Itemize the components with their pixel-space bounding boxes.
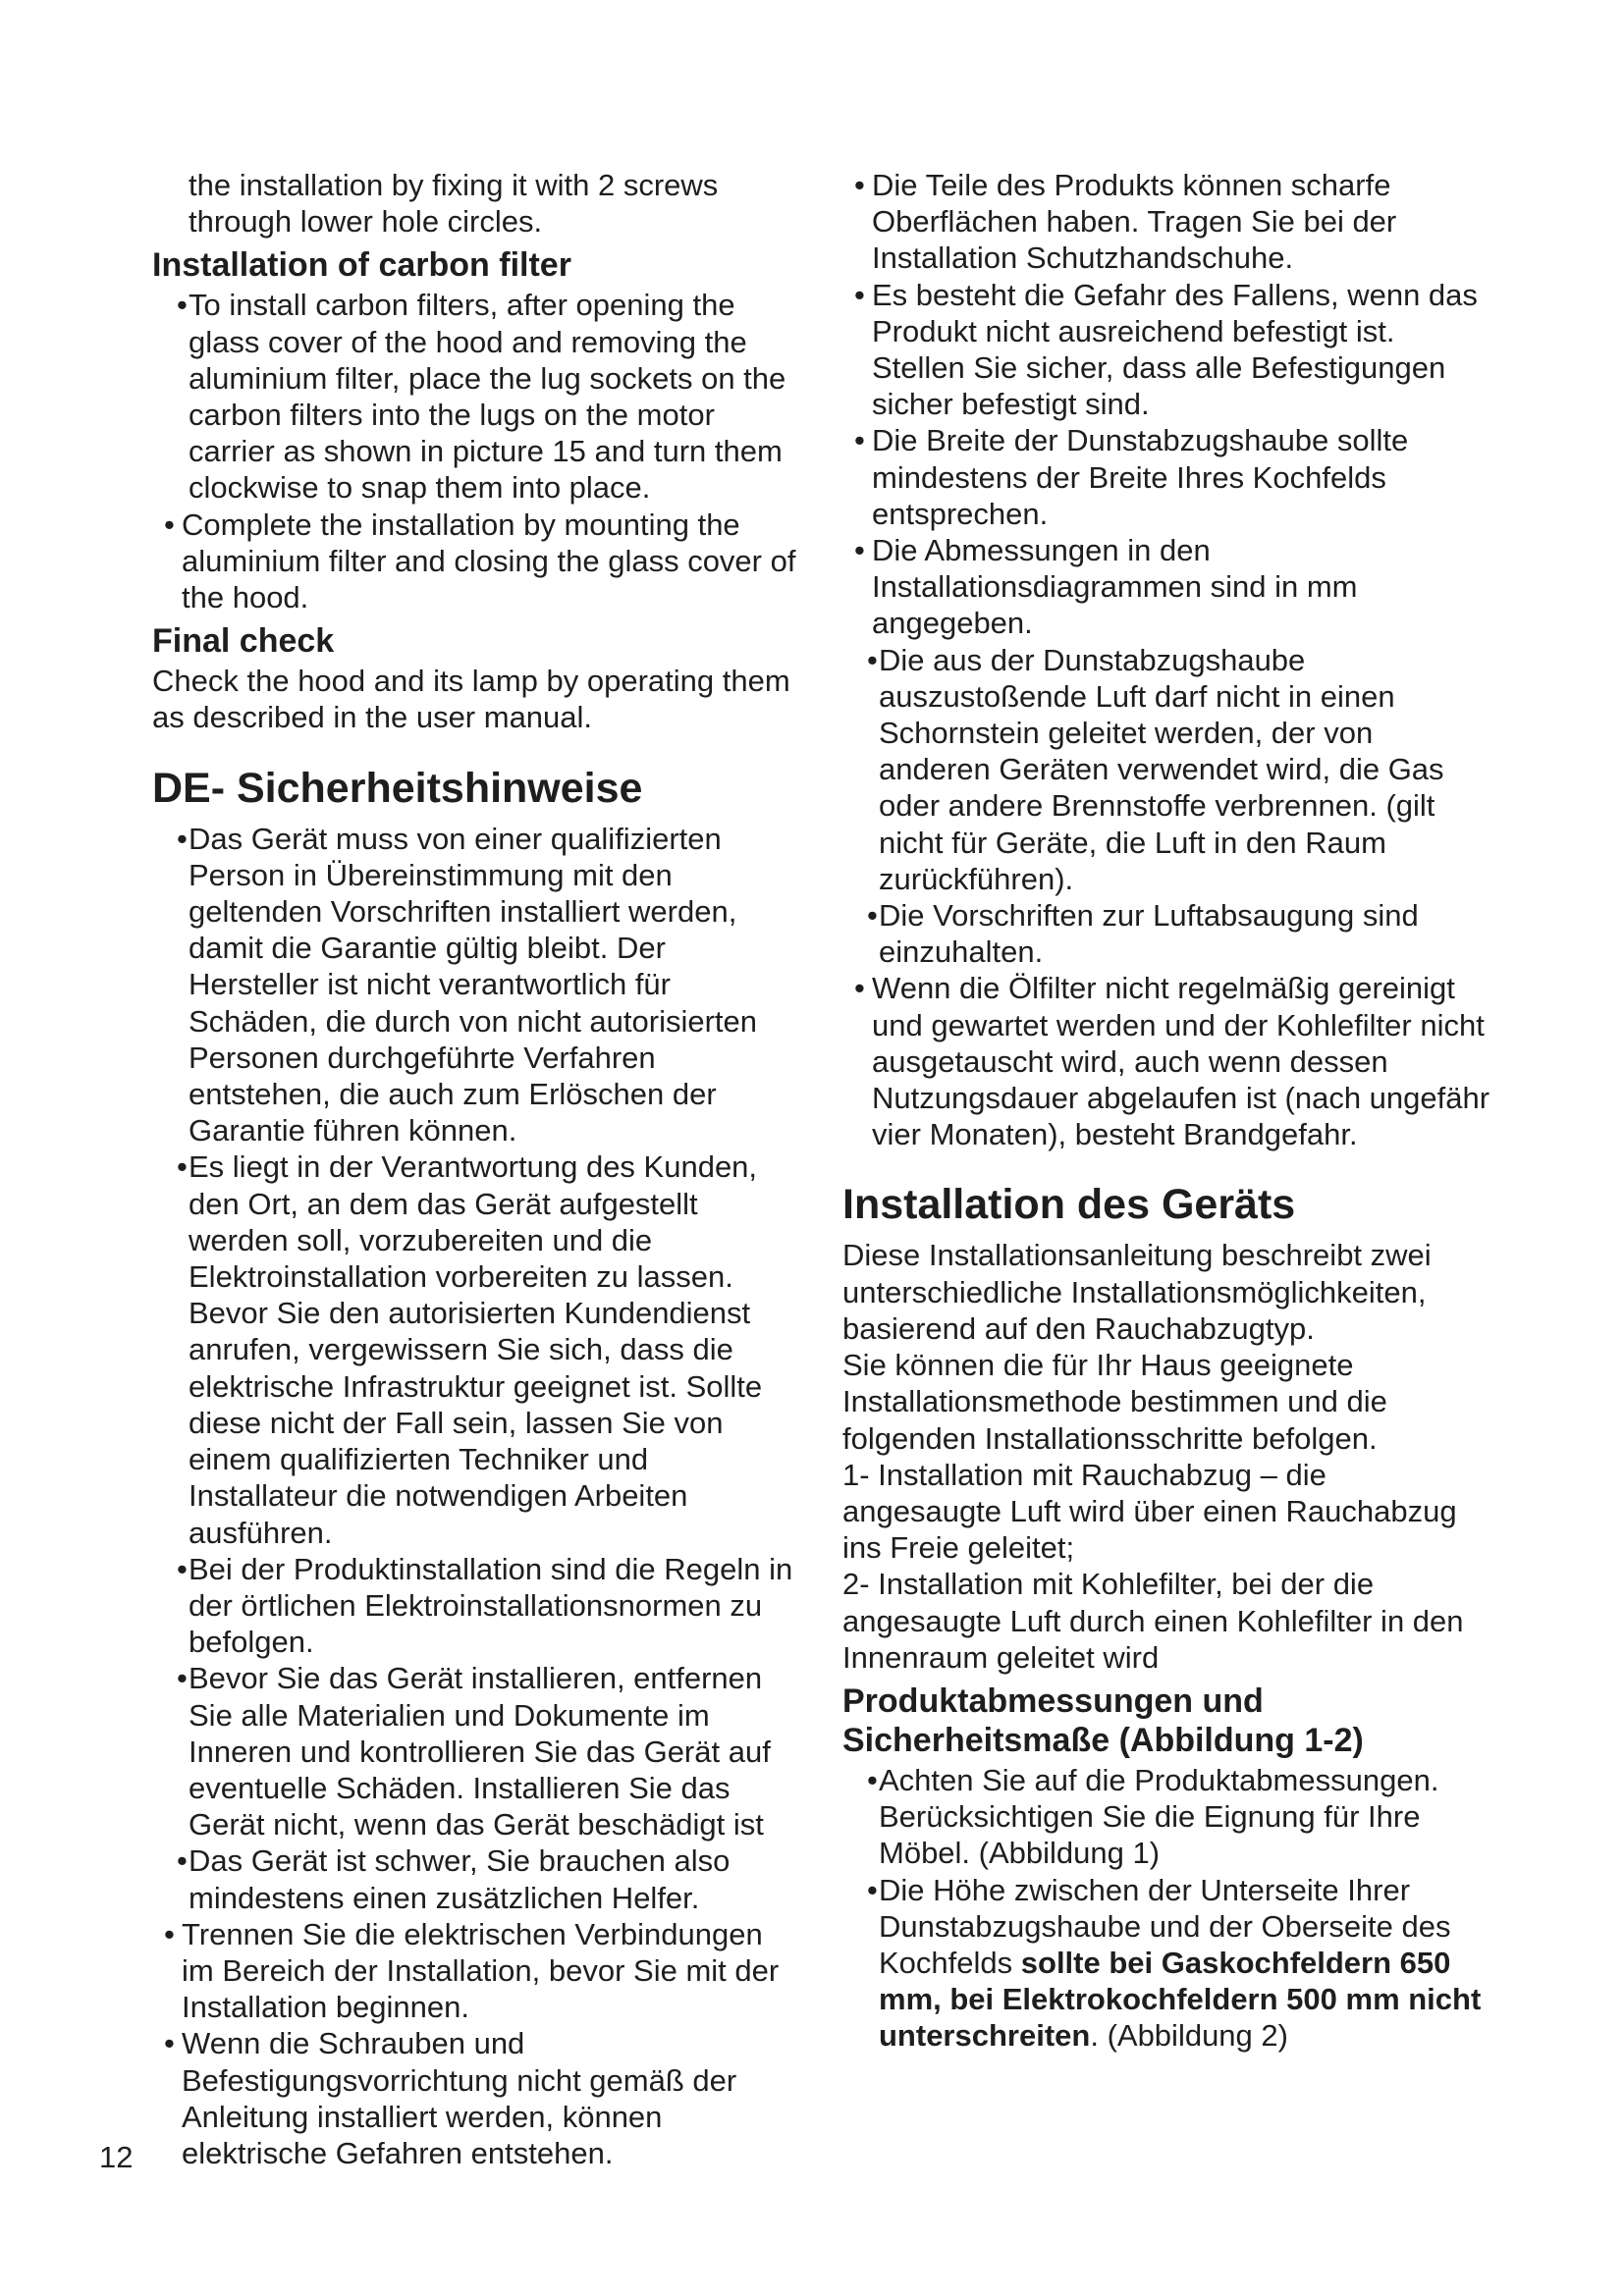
- dims-bold-text: sollte bei Gaskochfeldern 650 mm, bei Elektrokochfeldern 500 mm nicht unterschreiten: [879, 1945, 1482, 2054]
- list-item: • Die aus der Dunstabzugshaube auszustoßende Luft darf nicht in einen Schornstein geleitet werden, der von anderen Geräten verwendet wird, die Gas oder andere Brennstoffe verbrennen. (gilt nicht für Geräte, die Luft in den Raum zurückführen).: [842, 642, 1490, 897]
- installation-paragraph: Sie können die für Ihr Haus geeignete Installationsmethode bestimmen und die folgenden Installationsschritte befolgen.: [842, 1348, 1387, 1456]
- continuation-text: the installation by fixing it with 2 screws through lower hole circles.: [189, 168, 719, 240]
- safety-list-continued: [842, 167, 1490, 1152]
- carbon-filter-heading: Installation of carbon filter: [152, 246, 571, 285]
- final-check-heading: Final check: [152, 622, 335, 661]
- list-item: • Das Gerät ist schwer, Sie brauchen also mindestens einen zusätzlichen Helfer.: [152, 1842, 800, 1915]
- list-item: • Es liegt in der Verantwortung des Kunden, den Ort, an dem das Gerät aufgestellt werden soll, vorzubereiten und die Elektroinstallation vorbereiten zu lassen. Bevor Sie den autorisierten Kundendienst anrufen, vergewissern Sie sich, dass die elektrische Infrastruktur geeignet ist. Sollte diese nicht der Fall sein, lassen Sie von einem qualifizierten Techniker und Installateur die notwendigen Arbeiten ausführen.: [152, 1148, 800, 1550]
- dimensions-heading: Produktabmessungen und Sicherheitsmaße (Abbildung 1-2): [842, 1682, 1364, 1759]
- installation-paragraph: 2- Installation mit Kohlefilter, bei der die angesaugte Luft durch einen Kohlefilter in den Innenraum geleitet wird: [842, 1567, 1464, 1675]
- page-number: 12: [99, 2140, 134, 2174]
- final-check-text: Check the hood and its lamp by operating them as described in the user manual.: [152, 664, 790, 735]
- left-column: [152, 167, 800, 2171]
- list-item: • Bevor Sie das Gerät installieren, entfernen Sie alle Materialien und Dokumente im Inneren und kontrollieren Sie das Gerät auf eventuelle Schäden. Installieren Sie das Gerät nicht, wenn das Gerät beschädigt ist: [152, 1660, 800, 1842]
- list-item: • To install carbon filters, after opening the glass cover of the hood and removing the aluminium filter, place the lug sockets on the carbon filters into the lugs on the motor carrier as shown in picture 15 and turn them clockwise to snap them into place.: [152, 287, 800, 506]
- de-safety-list: [152, 821, 800, 2172]
- list-item: • Das Gerät muss von einer qualifizierten Person in Übereinstimmung mit den geltenden Vorschriften installiert werden, damit die Garantie gültig bleibt. Der Hersteller ist nicht verantwortlich für Schäden, die durch von nicht autorisierten Personen durchgeführte Verfahren entstehen, die auch zum Erlöschen der Garantie führen können.: [152, 821, 800, 1149]
- de-safety-heading: DE- Sicherheitshinweise: [152, 764, 643, 812]
- list-item: • Complete the installation by mounting the aluminium filter and closing the glass cover of the hood.: [152, 507, 800, 616]
- list-item: • Die Abmessungen in den Installationsdiagrammen sind in mm angegeben.: [842, 532, 1490, 642]
- list-item: • Wenn die Schrauben und Befestigungsvorrichtung nicht gemäß der Anleitung installiert werden, können elektrische Gefahren entstehen.: [152, 2025, 800, 2171]
- dims-text-tail: . (Abbildung 2): [1090, 2018, 1288, 2054]
- list-item: • Wenn die Ölfilter nicht regelmäßig gereinigt und gewartet werden und der Kohlefilter nicht ausgetauscht wird, auch wenn dessen Nutzungsdauer abgelaufen ist (nach ungefähr vier Monaten), besteht Brandgefahr.: [842, 970, 1490, 1152]
- list-item: • Es besteht die Gefahr des Fallens, wenn das Produkt nicht ausreichend befestigt ist. Stellen Sie sicher, dass alle Befestigungen sicher befestigt sind.: [842, 277, 1490, 423]
- list-item: • Bei der Produktinstallation sind die Regeln in der örtlichen Elektroinstallationsnormen zu befolgen.: [152, 1551, 800, 1661]
- installation-paragraph: Diese Installationsanleitung beschreibt zwei unterschiedliche Installationsmöglichkeiten, basierend auf den Rauchabzugtyp.: [842, 1238, 1432, 1346]
- dimensions-list: [842, 1762, 1490, 2055]
- dims-text: Die Höhe zwischen der Unterseite Ihrer Dunstabzugshaube und der Oberseite des Kochfelds: [879, 1872, 1451, 1980]
- carbon-filter-list: [152, 287, 800, 615]
- right-column: [842, 167, 1490, 2055]
- list-item: • Achten Sie auf die Produktabmessungen. Berücksichtigen Sie die Eignung für Ihre Möbel. (Abbildung 1): [842, 1762, 1490, 1872]
- list-item: • Trennen Sie die elektrischen Verbindungen im Bereich der Installation, bevor Sie mit der Installation beginnen.: [152, 1916, 800, 2026]
- list-item: • Die Teile des Produkts können scharfe Oberflächen haben. Tragen Sie bei der Installation Schutzhandschuhe.: [842, 167, 1490, 277]
- list-item: • Die Breite der Dunstabzugshaube sollte mindestens der Breite Ihres Kochfelds entsprechen.: [842, 422, 1490, 532]
- list-item: • Die Vorschriften zur Luftabsaugung sind einzuhalten.: [842, 897, 1490, 970]
- installation-heading: Installation des Geräts: [842, 1181, 1296, 1229]
- installation-paragraph: 1- Installation mit Rauchabzug – die angesaugte Luft wird über einen Rauchabzug ins Freie geleitet;: [842, 1457, 1457, 1566]
- list-item: [842, 1872, 1490, 2055]
